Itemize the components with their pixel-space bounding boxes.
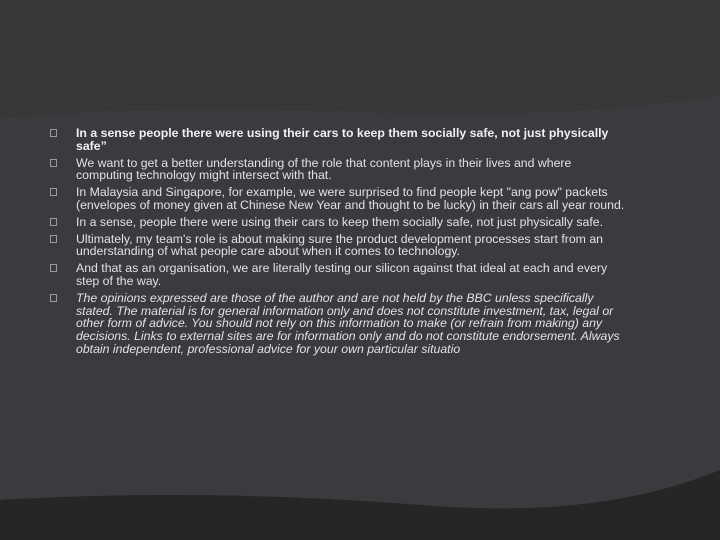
bullet-list [50,127,630,356]
square-bullet-icon [50,218,57,226]
bullet-text: And that as an organisation, we are literally testing our silicon against that ideal at each and every step of the way. [76,261,608,288]
bullet-text: In a sense, people there were using their cars to keep them socially safe, not just physically safe. [76,214,603,229]
bullet-item [50,262,630,288]
bullet-item [50,127,630,153]
bullet-item [50,216,630,229]
bullet-item [50,292,630,356]
square-bullet-icon [50,294,57,302]
bullet-text: We want to get a better understanding of the role that content plays in their lives and where computing technology might intersect with that. [76,155,572,183]
bullet-item [50,233,630,259]
square-bullet-icon [50,264,57,272]
square-bullet-icon [50,188,57,196]
bullet-item [50,157,630,183]
square-bullet-icon [50,129,57,137]
bullet-text: The opinions expressed are those of the author and are not held by the BBC unless specifically stated. The material is for general information only and does not constitute investment, tax, legal or other form of advice. You should not rely on this information to make (or refrain from making) any decisions. Links to external sites are for information only and do not constitute endorsement. Always obtain independent, professional advice for your own particular situatio [76,290,620,356]
bullet-item [50,186,630,212]
bullet-text: Ultimately, my team's role is about making sure the product development processes start from an understanding of what people care about when it comes to technology. [76,231,604,259]
square-bullet-icon [50,159,57,167]
square-bullet-icon [50,235,57,243]
bullet-text: In Malaysia and Singapore, for example, we were surprised to find people kept "ang pow" packets (envelopes of money given at Chinese New Year and thought to be lucky) in their cars all year round. [76,185,625,212]
bullet-content [50,127,630,360]
bullet-text: In a sense people there were using their cars to keep them socially safe, not just physically safe” [76,126,609,153]
